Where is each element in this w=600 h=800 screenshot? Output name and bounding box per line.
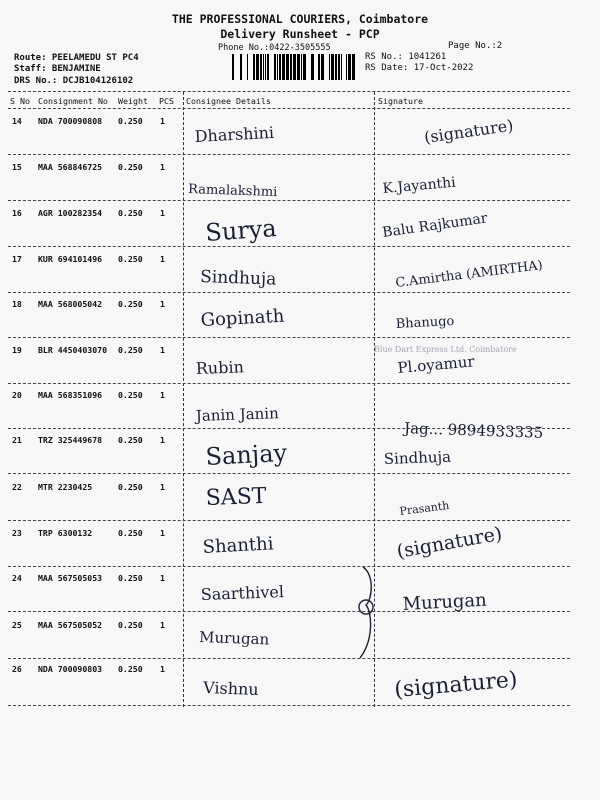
column-header-signature: Signature [378, 96, 423, 106]
cell-pcs: 1 [160, 116, 165, 126]
cell-sno: 23 [12, 528, 22, 538]
cell-weight: 0.250 [118, 664, 143, 674]
column-divider [374, 92, 375, 707]
page-number: Page No.:2 [448, 41, 503, 51]
cell-consignment: NDA 700090808 [38, 116, 103, 126]
cell-consignment: NDA 700090803 [38, 664, 103, 674]
row-divider [8, 611, 570, 612]
row-divider [8, 566, 570, 567]
signature-handwriting: Sindhuja [383, 447, 452, 468]
row-divider [8, 246, 570, 247]
cell-pcs: 1 [160, 573, 165, 583]
consignee-handwriting: Dharshini [194, 122, 275, 146]
row-divider [8, 200, 570, 201]
cell-pcs: 1 [160, 664, 165, 674]
cell-weight: 0.250 [118, 435, 143, 445]
cell-consignment: MAA 567505053 [38, 573, 103, 583]
rs-date: RS Date: 17-Oct-2022 [365, 63, 474, 73]
cell-pcs: 1 [160, 390, 165, 400]
cell-weight: 0.250 [118, 299, 143, 309]
cell-sno: 20 [12, 390, 22, 400]
cell-sno: 24 [12, 573, 22, 583]
column-header-consignee: Consignee Details [186, 96, 271, 106]
faint-stamp: Blue Dart Express Ltd. Coimbatore [374, 345, 517, 354]
cell-pcs: 1 [160, 208, 165, 218]
cell-pcs: 1 [160, 162, 165, 172]
cell-pcs: 1 [160, 254, 165, 264]
consignee-handwriting: Rubin [195, 357, 245, 378]
signature-handwriting: (signature) [422, 115, 515, 147]
cell-weight: 0.250 [118, 254, 143, 264]
consignee-handwriting: Murugan [198, 628, 270, 649]
cell-consignment: MAA 568846725 [38, 162, 103, 172]
barcode [232, 54, 358, 80]
column-divider [183, 92, 184, 707]
staff-label: Staff: BENJAMINE [14, 64, 101, 74]
signature-handwriting: Bhanugo [395, 313, 455, 332]
cell-pcs: 1 [160, 482, 165, 492]
cell-sno: 25 [12, 620, 22, 630]
cell-weight: 0.250 [118, 573, 143, 583]
cell-consignment: AGR 100282354 [38, 208, 103, 218]
cell-consignment: BLR 4450403070 [38, 345, 108, 355]
column-header-sno: S No [10, 96, 30, 106]
consignee-handwriting: Gopinath [200, 305, 285, 331]
cell-pcs: 1 [160, 299, 165, 309]
row-divider [8, 383, 570, 384]
signature-handwriting: Jag... 9894933335 [403, 419, 544, 442]
signature-handwriting: Murugan [402, 589, 488, 615]
cell-sno: 18 [12, 299, 22, 309]
cell-sno: 19 [12, 345, 22, 355]
cell-consignment: MAA 568351096 [38, 390, 103, 400]
signature-handwriting: (signature) [395, 522, 504, 563]
column-header-pcs: PCS [159, 96, 174, 106]
row-divider [8, 337, 570, 338]
column-header-consignment: Consignment No [38, 96, 108, 106]
cell-weight: 0.250 [118, 528, 143, 538]
cell-sno: 26 [12, 664, 22, 674]
consignee-handwriting: Shanthi [202, 533, 275, 558]
signature-handwriting: Balu Rajkumar [381, 210, 489, 241]
signature-handwriting: C.Amirtha (AMIRTHA) [394, 258, 544, 291]
cell-consignment: MAA 567505052 [38, 620, 103, 630]
cell-pcs: 1 [160, 620, 165, 630]
cell-sno: 15 [12, 162, 22, 172]
row-divider [8, 705, 570, 706]
consignee-handwriting: Surya [204, 214, 278, 247]
cell-weight: 0.250 [118, 482, 143, 492]
cell-pcs: 1 [160, 345, 165, 355]
cell-consignment: MTR 2230425 [38, 482, 93, 492]
cell-sno: 22 [12, 482, 22, 492]
consignee-handwriting: Saarthivel [200, 582, 285, 604]
signature-handwriting: Pl.oyamur [396, 352, 476, 377]
consignee-handwriting: Sindhuja [199, 267, 277, 290]
drs-number: DRS No.: DCJB104126102 [14, 76, 134, 86]
row-divider [8, 292, 570, 293]
cell-pcs: 1 [160, 528, 165, 538]
cell-consignment: TRP 6300132 [38, 528, 93, 538]
cell-consignment: KUR 694101496 [38, 254, 103, 264]
rs-number: RS No.: 1041261 [365, 52, 447, 62]
consignee-handwriting: Vishnu [202, 678, 260, 699]
signature-handwriting: Prasanth [398, 498, 451, 518]
cell-pcs: 1 [160, 435, 165, 445]
consignee-handwriting: Ramalakshmi [187, 182, 278, 201]
cell-consignment: MAA 568005042 [38, 299, 103, 309]
consignee-handwriting: Sanjay [204, 438, 288, 471]
phone-number: Phone No.:0422-3505555 [218, 43, 331, 53]
signature-handwriting: (signature) [393, 667, 519, 703]
row-divider [8, 154, 570, 155]
company-title: THE PROFESSIONAL COURIERS, Coimbatore [171, 12, 429, 26]
column-header-weight: Weight [118, 96, 148, 106]
consignee-handwriting: Janin Janin [195, 404, 280, 425]
bracket-mark [360, 567, 371, 658]
cell-weight: 0.250 [118, 116, 143, 126]
table-header-rule [8, 108, 570, 109]
row-divider [8, 473, 570, 474]
row-divider [8, 658, 570, 659]
signature-handwriting: K.Jayanthi [381, 174, 457, 197]
cell-weight: 0.250 [118, 345, 143, 355]
consignee-handwriting: SAST [205, 483, 267, 511]
cell-consignment: TRZ 325449678 [38, 435, 103, 445]
cell-sno: 16 [12, 208, 22, 218]
cell-weight: 0.250 [118, 208, 143, 218]
cell-weight: 0.250 [118, 162, 143, 172]
row-divider [8, 428, 570, 429]
cell-sno: 14 [12, 116, 22, 126]
cell-weight: 0.250 [118, 620, 143, 630]
cell-sno: 17 [12, 254, 22, 264]
route-label: Route: PEELAMEDU ST PC4 [14, 53, 139, 63]
cell-sno: 21 [12, 435, 22, 445]
runsheet-title: Delivery Runsheet - PCP [220, 27, 380, 41]
cell-weight: 0.250 [118, 390, 143, 400]
row-divider [8, 520, 570, 521]
table-top-rule [8, 91, 570, 92]
